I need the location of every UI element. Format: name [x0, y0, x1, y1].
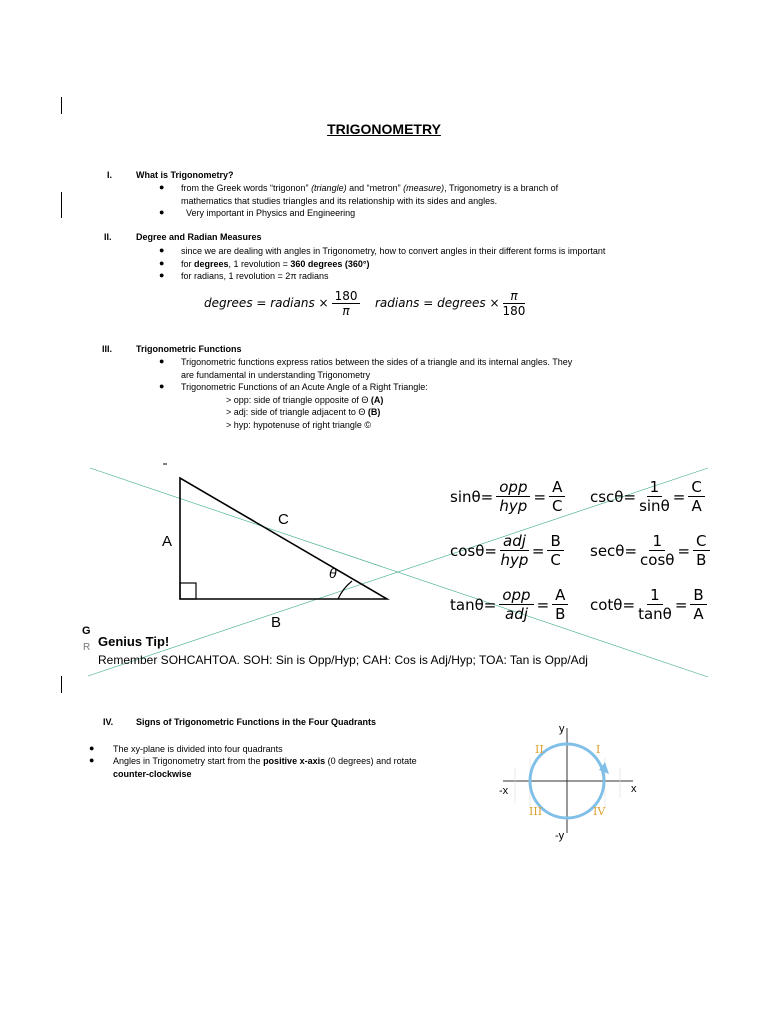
numerator: opp: [496, 478, 530, 497]
tip-text: Remember SOHCAHTOA. SOH: Sin is Opp/Hyp; CAH: Cos is Adj/Hyp; TOA: Tan is Opp/Adj: [98, 653, 588, 667]
function-name: cosθ: [450, 541, 485, 560]
axis-label-y: y: [559, 723, 565, 735]
section-heading: Signs of Trigonometric Functions in the Four Quadrants: [136, 717, 377, 727]
section-number: II.: [104, 232, 112, 242]
numerator: 1: [647, 478, 663, 497]
function-name: cscθ: [590, 487, 624, 506]
fraction: [499, 586, 533, 623]
list-item: Angles in Trigonometry start from the positive x-axis (0 degrees) and rotate counter-clockwise: [113, 756, 417, 779]
fraction: [640, 532, 674, 569]
function-name: sinθ: [450, 487, 481, 506]
conversion-formula: degrees = radians × $\frac{180}{\pi}$ radians = degrees × $\frac{\pi}{180}$: [204, 289, 526, 318]
list-item: The xy-plane is divided into four quadrants: [113, 744, 283, 754]
bullet: ●: [159, 207, 165, 217]
triangle: [180, 478, 387, 599]
denominator: C: [551, 497, 563, 515]
fraction: [690, 586, 706, 623]
text-cursor: [61, 676, 62, 693]
side-label-a: A: [162, 533, 173, 550]
side-label-c: C: [278, 511, 289, 528]
denominator: A: [691, 497, 702, 515]
quadrant-label-ii: II: [535, 743, 544, 756]
section-number: I.: [107, 170, 113, 180]
document-title: TRIGONOMETRY: [327, 121, 441, 137]
fraction: [639, 478, 670, 515]
bullet: ●: [159, 245, 165, 255]
text-cursor: [61, 97, 62, 114]
denominator: sinθ: [639, 497, 670, 515]
quadrant-label-i: I: [596, 743, 601, 756]
denominator: hyp: [499, 497, 528, 515]
axis-label-neg-x: -x: [499, 785, 509, 797]
ratio-equation: cosθ = adj hyp = $\frac{B}{C}$: [450, 532, 567, 569]
trig-ratios: [450, 478, 710, 628]
bullet: ●: [159, 356, 165, 366]
tip-title: Genius Tip!: [98, 634, 170, 649]
function-name: tanθ: [450, 595, 484, 614]
bullet: ●: [89, 743, 95, 753]
ratio-equation: cotθ = $\frac{1}{\tan\theta}$ = $\frac{B}{A}$: [590, 586, 710, 623]
text-cursor: [61, 192, 62, 218]
list-item: Trigonometric Functions of an Acute Angle of a Right Triangle:: [181, 382, 428, 392]
numerator: A: [552, 586, 568, 605]
ratio-equation: tanθ = opp adj = $\frac{A}{B}$: [450, 586, 571, 623]
list-item: since we are dealing with angles in Trigonometry, how to convert angles in their different forms is important: [181, 246, 606, 256]
ratio-equation: sinθ = opp hyp = $\frac{A}{C}$: [450, 478, 568, 515]
section-heading: Trigonometric Functions: [136, 344, 242, 354]
numerator: C: [688, 478, 704, 497]
fraction: [552, 586, 568, 623]
quadrant-label-iii: III: [529, 805, 543, 818]
fraction: [638, 586, 672, 623]
section-heading: What is Trigonometry?: [136, 170, 234, 180]
fraction: [496, 478, 530, 515]
list-item: from the Greek words “trigonon” (triangle) and “metron” (measure), Trigonometry is a branch of mathematics that studies triangles and its relationship with its sides and angles.: [181, 183, 559, 206]
list-item: for degrees, 1 revolution = 360 degrees (360°): [181, 259, 370, 269]
denominator: adj: [505, 605, 528, 623]
corner-letter: G: [82, 625, 91, 637]
corner-letter: R: [83, 642, 91, 653]
sub-item: > opp: side of triangle opposite of Θ (A): [226, 395, 384, 405]
ratio-equation: secθ = $\frac{1}{\cos\theta}$ = $\frac{C}{B}$: [590, 532, 713, 569]
angle-label-theta: θ: [329, 565, 337, 581]
axis-label-x: x: [631, 783, 637, 795]
sub-item: > adj: side of triangle adjacent to Θ (B): [226, 407, 381, 417]
denominator: C: [550, 551, 561, 569]
list-item: Trigonometric functions express ratios between the sides of a triangle and its internal angles. They are fundamental in understanding Trigonometry: [181, 357, 573, 380]
denominator: B: [696, 551, 707, 569]
bullet: ●: [159, 258, 165, 268]
fraction: [547, 532, 563, 569]
numerator: B: [547, 532, 563, 551]
numerator: 1: [647, 586, 663, 605]
denominator: hyp: [500, 551, 529, 569]
denominator: B: [555, 605, 566, 623]
side-label-b: B: [271, 614, 282, 631]
bullet: ●: [159, 182, 165, 192]
list-item: Very important in Physics and Engineering: [181, 208, 356, 218]
fraction: [693, 532, 709, 569]
ratio-equation: cscθ = $\frac{1}{\sin\theta}$ = $\frac{C}{A}$: [590, 478, 708, 515]
quadrant-diagram: [495, 718, 645, 843]
quadrant-label-iv: IV: [593, 805, 606, 818]
numerator: A: [549, 478, 565, 497]
function-name: cotθ: [590, 595, 623, 614]
axis-label-neg-y: -y: [555, 830, 565, 842]
numerator: adj: [500, 532, 529, 551]
bullet: ●: [159, 270, 165, 280]
sub-item: > hyp: hypotenuse of right triangle ©: [226, 420, 371, 430]
fraction: [549, 478, 565, 515]
right-angle-marker: [180, 583, 196, 599]
numerator: 1: [649, 532, 665, 551]
function-name: secθ: [590, 541, 625, 560]
fraction: [500, 532, 529, 569]
numerator: B: [690, 586, 706, 605]
numerator: C: [693, 532, 709, 551]
denominator: cosθ: [640, 551, 675, 569]
denominator: A: [693, 605, 704, 623]
bullet: ●: [159, 381, 165, 391]
bullet: ●: [89, 755, 95, 765]
fraction: [688, 478, 704, 515]
list-item: for radians, 1 revolution = 2π radians: [181, 271, 329, 281]
section-number: IV.: [103, 717, 114, 727]
numerator: opp: [499, 586, 533, 605]
section-number: III.: [102, 344, 113, 354]
section-heading: Degree and Radian Measures: [136, 232, 262, 242]
denominator: tanθ: [638, 605, 672, 623]
